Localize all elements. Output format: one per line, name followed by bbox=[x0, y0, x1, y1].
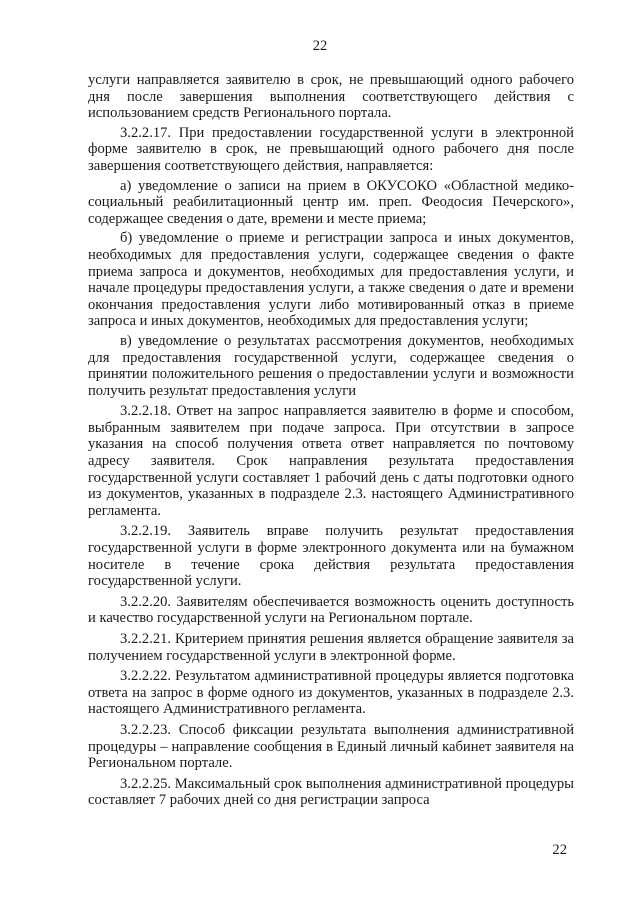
paragraph-3-2-2-17: 3.2.2.17. При предоставлении государственной услуги в электронной форме заявителю в срок, не превышающий одного рабочего дня после завершения соответствующего действия, направляется: bbox=[88, 124, 574, 174]
paragraph-item-a: а) уведомление о записи на прием в ОКУСОКО «Областной медико-социальный реабилитационный центр им. преп. Феодосия Печерского», содержащее сведения о дате, времени и месте приема; bbox=[88, 177, 574, 227]
paragraph-3-2-2-25: 3.2.2.25. Максимальный срок выполнения административной процедуры составляет 7 рабочих дней со дня регистрации запроса bbox=[88, 775, 574, 809]
paragraph-3-2-2-22: 3.2.2.22. Результатом административной процедуры является подготовка ответа на запрос в форме одного из документов, указанных в подразделе 2.3. настоящего Административного регламента. bbox=[88, 668, 574, 718]
paragraph-item-b: б) уведомление о приеме и регистрации запроса и иных документов, необходимых для предоставления услуги, содержащее сведения о факте приема запроса и документов, необходимых для предоставления услуги, и начале процедуры предоставления услуги, а также сведения о дате и времени окончания предоставления услуги либо мотивированный отказ в приеме запроса и иных документов, необходимых для предоставления услуги; bbox=[88, 230, 574, 330]
paragraph-continuation: услуги направляется заявителю в срок, не превышающий одного рабочего дня после завершения выполнения соответствующего действия с использованием средств Регионального портала. bbox=[88, 72, 574, 122]
paragraph-3-2-2-21: 3.2.2.21. Критерием принятия решения является обращение заявителя за получением государственной услуги в электронной форме. bbox=[88, 631, 574, 664]
paragraph-3-2-2-20: 3.2.2.20. Заявителям обеспечивается возможность оценить доступность и качество государственной услуги на Региональном портале. bbox=[88, 593, 574, 627]
page-number-top: 22 bbox=[312, 38, 328, 54]
paragraph-item-v: в) уведомление о результатах рассмотрения документов, необходимых для предоставления государственной услуги, содержащее сведения о принятии положительного решения о предоставлении услуги и возможности получить результат предоставления услуги bbox=[88, 332, 574, 399]
page-number-bottom: 22 bbox=[552, 842, 567, 858]
paragraph-3-2-2-18: 3.2.2.18. Ответ на запрос направляется заявителю в форме и способом, выбранным заявителем при подаче запроса. При отсутствии в запросе указания на способ получения ответа ответ направляется по почтовому адресу заявителя. Срок направления результата предоставления государственной услуги составляет 1 рабочий день с даты подготовки одного из документов, указанных в подразделе 2.3. настоящего Административного регламента. bbox=[88, 403, 574, 519]
paragraph-3-2-2-19: 3.2.2.19. Заявитель вправе получить результат предоставления государственной услуги в форме электронного документа или на бумажном носителе в течение срока действия результата предоставления государственной услуги. bbox=[88, 523, 574, 590]
paragraph-3-2-2-23: 3.2.2.23. Способ фиксации результата выполнения административной процедуры – направление сообщения в Единый личный кабинет заявителя на Региональном портале. bbox=[88, 721, 574, 772]
document-body bbox=[88, 72, 574, 809]
